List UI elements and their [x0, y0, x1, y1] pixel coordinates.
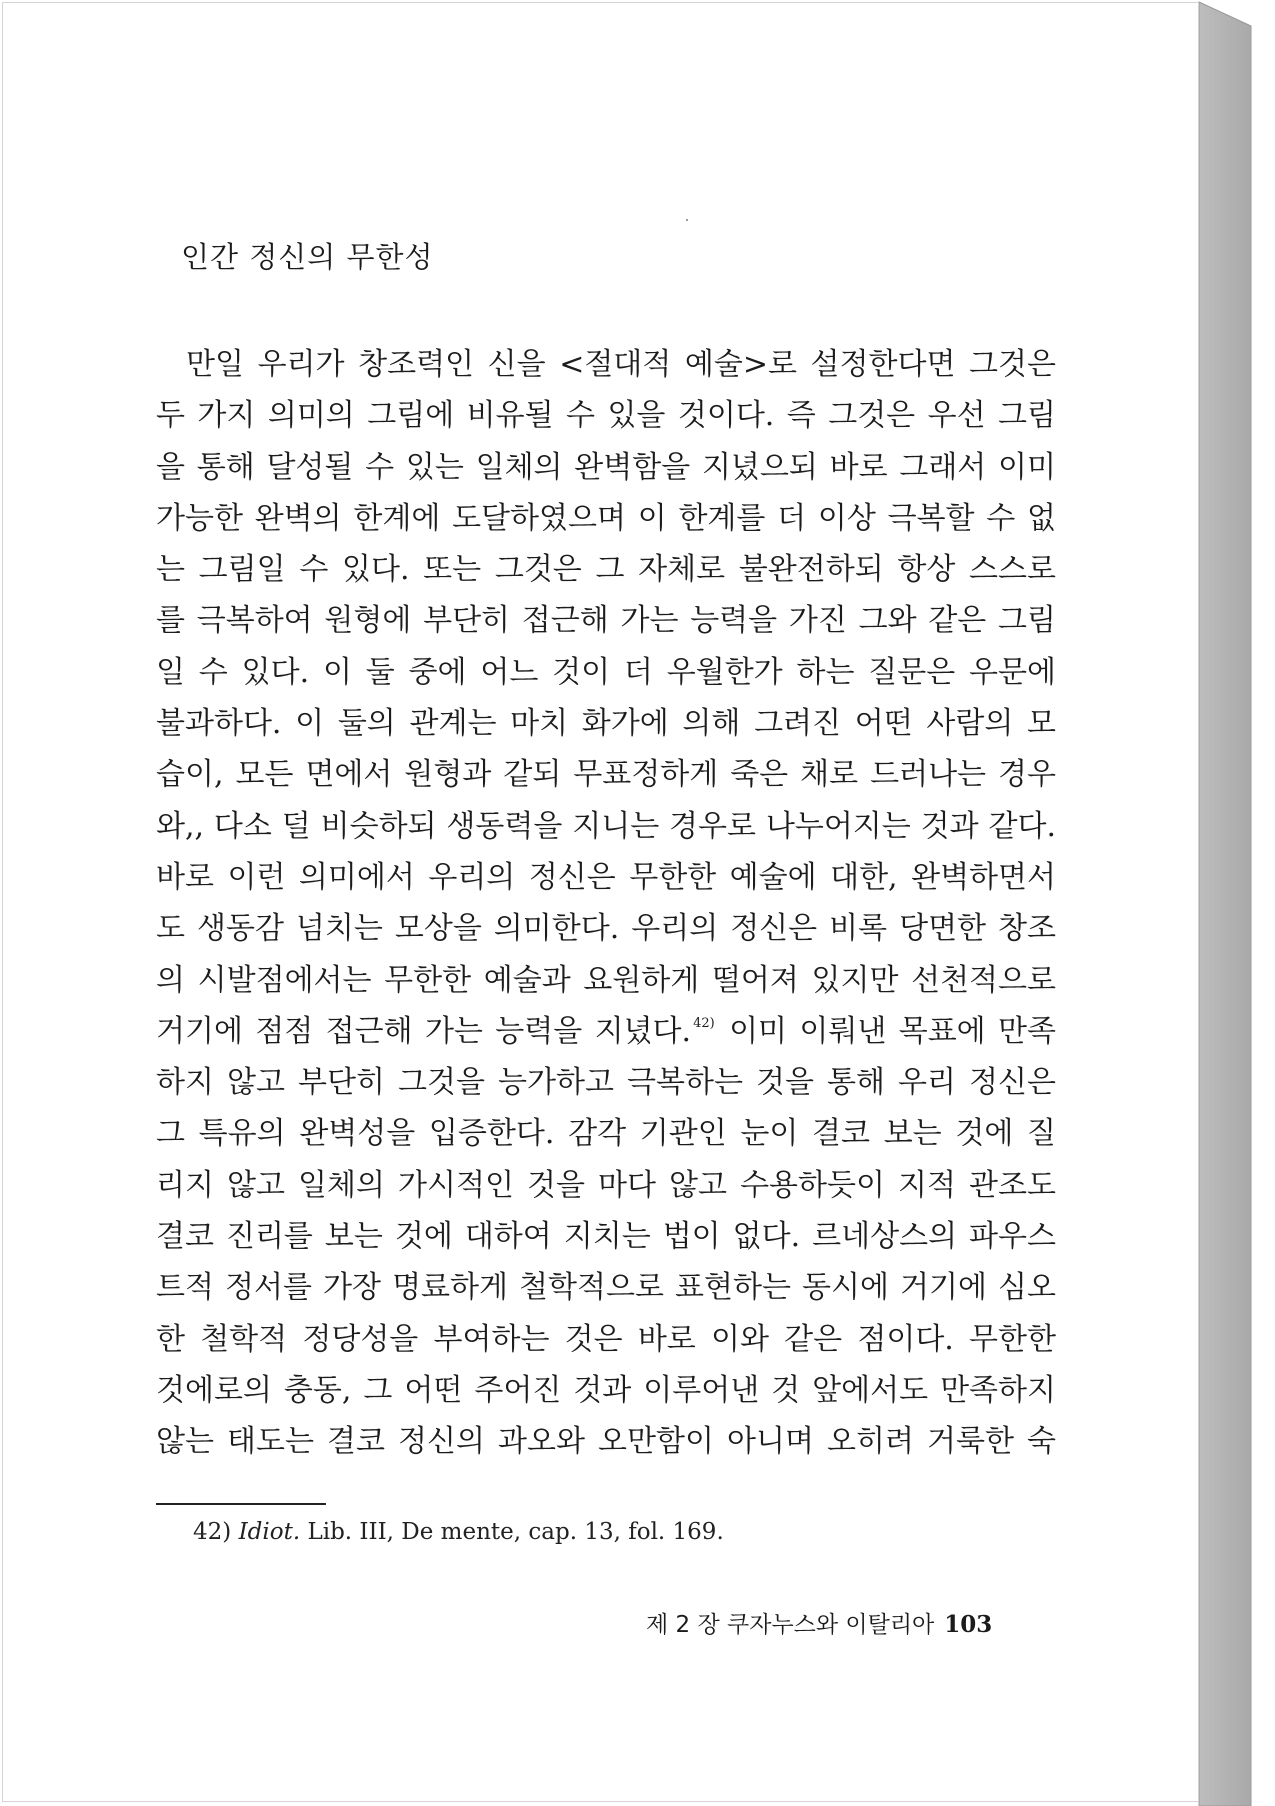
text-line: 것에로의 충동, 그 어떤 주어진 것과 이루어낸 것 앞에서도 만족하지: [156, 1372, 1056, 1408]
text-line: 두 가지 의미의 그림에 비유될 수 있을 것이다. 즉 그것은 우선 그림: [156, 398, 1056, 434]
text-line: 하지 않고 부단히 그것을 능가하고 극복하는 것을 통해 우리 정신은: [156, 1065, 1056, 1101]
text-line: 을 통해 달성될 수 있는 일체의 완벽함을 지녔으되 바로 그래서 이미: [156, 449, 1056, 485]
footnote-reference: 42): [693, 1015, 715, 1031]
text-line: 한 철학적 정당성을 부여하는 것은 바로 이와 같은 점이다. 무한한: [156, 1321, 1056, 1357]
text-line: 않는 태도는 결코 정신의 과오와 오만함이 아니며 오히려 거룩한 숙: [156, 1424, 1056, 1460]
text-fragment: 거기에 점점 접근해 가는 능력을 지녔다.: [156, 1013, 692, 1049]
text-line: 일 수 있다. 이 둘 중에 어느 것이 더 우월한가 하는 질문은 우문에: [156, 654, 1056, 690]
chapter-label: 제 2 장 쿠자누스와 이탈리아: [646, 1612, 935, 1638]
text-line: 바로 이런 의미에서 우리의 정신은 무한한 예술에 대한, 완벽하면서: [156, 859, 1056, 895]
running-head: 인간 정신의 무한성: [181, 240, 434, 274]
text-line: 습이, 모든 면에서 원형과 같되 무표정하게 죽은 채로 드러나는 경우: [156, 757, 1056, 793]
footnote-divider: [156, 1503, 326, 1505]
footnote-citation: Lib. III, De mente, cap. 13, fol. 169.: [300, 1519, 724, 1545]
body-paragraph: [156, 339, 1056, 1468]
footnote: [193, 1519, 724, 1545]
text-line: 의 시발점에서는 무한한 예술과 요원하게 떨어져 있지만 선천적으로: [156, 962, 1056, 998]
scan-speck: [686, 219, 688, 221]
page-footer: [646, 1606, 992, 1639]
footnote-title: Idiot.: [238, 1519, 301, 1545]
text-line: 가능한 완벽의 한계에 도달하였으며 이 한계를 더 이상 극복할 수 없: [156, 500, 1056, 536]
text-line: 도 생동감 넘치는 모상을 의미한다. 우리의 정신은 비록 당면한 창조: [156, 911, 1056, 947]
page-number: 103: [944, 1611, 993, 1638]
text-line: 와,, 다소 덜 비슷하되 생동력을 지니는 경우로 나누어지는 것과 같다.: [156, 808, 1056, 844]
text-line: 그 특유의 완벽성을 입증한다. 감각 기관인 눈이 결코 보는 것에 질: [156, 1116, 1056, 1152]
text-line: 는 그림일 수 있다. 또는 그것은 그 자체로 불완전하되 항상 스스로: [156, 552, 1056, 588]
text-line: 불과하다. 이 둘의 관계는 마치 화가에 의해 그려진 어떤 사람의 모: [156, 706, 1056, 742]
text-line: 결코 진리를 보는 것에 대하여 지치는 법이 없다. 르네상스의 파우스: [156, 1219, 1056, 1255]
text-line: 만일 우리가 창조력인 신을 <절대적 예술>로 설정한다면 그것은: [186, 347, 1056, 382]
footnote-number: 42): [193, 1519, 232, 1545]
text-line: 를 극복하여 원형에 부단히 접근해 가는 능력을 가진 그와 같은 그림: [156, 603, 1056, 639]
text-line: 리지 않고 일체의 가시적인 것을 마다 않고 수용하듯이 지적 관조도: [156, 1167, 1056, 1203]
text-line-with-footnote: [156, 1006, 1056, 1057]
page-sheet: [2, 2, 1199, 1802]
text-line: 트적 정서를 가장 명료하게 철학적으로 표현하는 동시에 거기에 심오: [156, 1270, 1056, 1306]
text-fragment: 이미 이뤄낸 목표에 만족: [716, 1013, 1056, 1049]
